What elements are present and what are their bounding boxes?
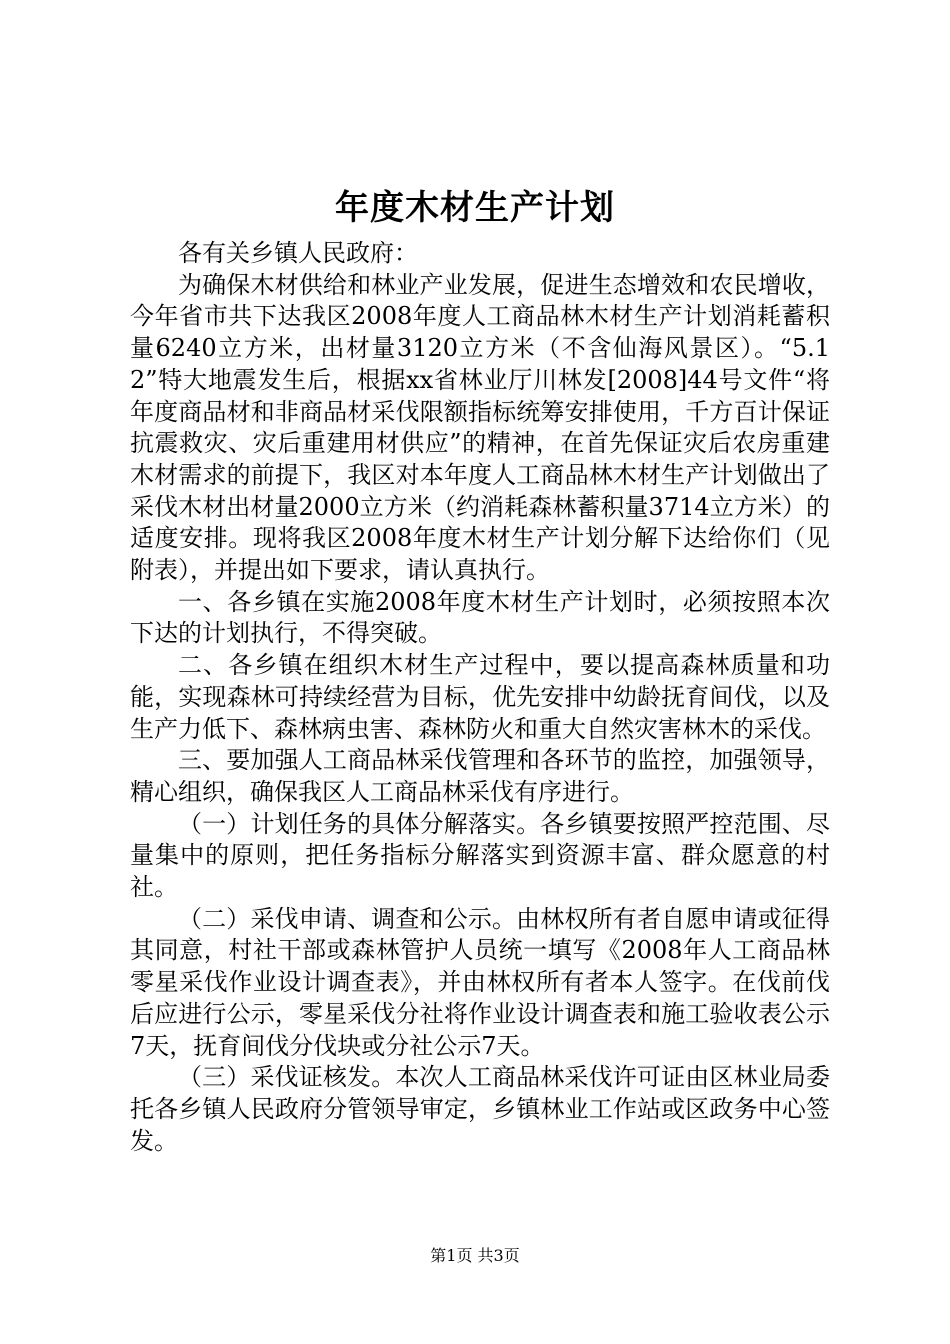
subitem-2-paragraph: （二）采伐申请、调查和公示。由林权所有者自愿申请或征得其同意，村社干部或森林管护人员统一填写《2008年人工商品林零星采伐作业设计调查表》，并由林权所有者本人签字。在伐前伐后应进行公示，零星采伐分社将作业设计调查表和施工验收表公示7天，抚育间伐分伐块或分社公示7天。 [130, 904, 830, 1060]
subitem-1-paragraph: （一）计划任务的具体分解落实。各乡镇要按照严控范围、尽量集中的原则，把任务指标分解落实到资源丰富、群众愿意的村社。 [130, 809, 830, 902]
salutation-paragraph: 各有关乡镇人民政府： [178, 239, 418, 267]
requirement-3-paragraph: 三、要加强人工商品林采伐管理和各环节的监控，加强领导，精心组织，确保我区人工商品林采伐有序进行。 [130, 746, 830, 806]
page-footer: 第1页 共3页 [430, 1246, 520, 1265]
requirement-1-paragraph: 一、各乡镇在实施2008年度木材生产计划时，必须按照本次下达的计划执行，不得突破。 [130, 587, 830, 648]
document-title: 年度木材生产计划 [335, 188, 615, 228]
intro-paragraph: 为确保木材供给和林业产业发展，促进生态增效和农民增收，今年省市共下达我区2008年度人工商品林木材生产计划消耗蓄积量6240立方米，出材量3120立方米（不含仙海风景区）。“5.12”特大地震发生后，根据xx省林业厅川林发[2008]44号文件“将年度商品材和非商品材采伐限额指标统筹安排使用，千方百计保证抗震救灾、灾后重建用材供应”的精神，在首先保证灾后农房重建木材需求的前提下，我区对本年度人工商品林木材生产计划做出了采伐木材出材量2000立方米（约消耗森林蓄积量3714立方米）的适度安排。现将我区2008年度木材生产计划分解下达给你们（见附表），并提出如下要求，请认真执行。 [130, 270, 830, 585]
document-body [130, 238, 830, 1157]
subitem-3-paragraph: （三）采伐证核发。本次人工商品林采伐许可证由区林业局委托各乡镇人民政府分管领导审定，乡镇林业工作站或区政务中心签发。 [130, 1063, 830, 1155]
requirement-2-paragraph: 二、各乡镇在组织木材生产过程中，要以提高森林质量和功能，实现森林可持续经营为目标，优先安排中幼龄抚育间伐，以及生产力低下、森林病虫害、森林防火和重大自然灾害林木的采伐。 [130, 651, 830, 743]
